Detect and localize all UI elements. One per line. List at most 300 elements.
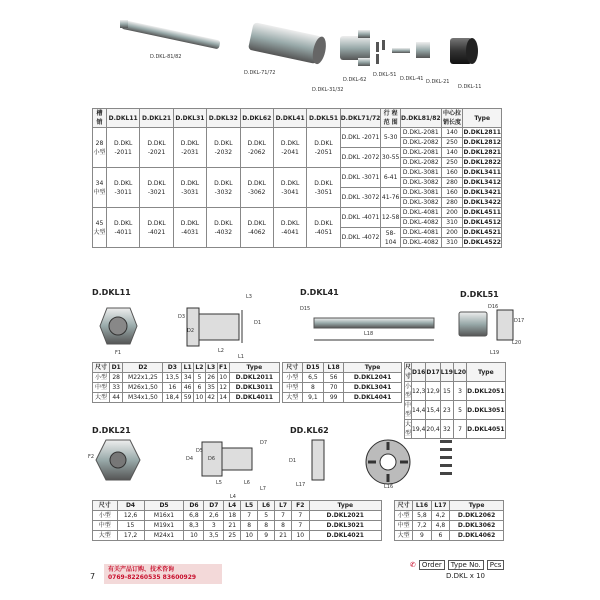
table-cell: 中型 [93,383,110,393]
table-cell: 280 [441,178,463,188]
table-cell: 200 [441,228,463,238]
table-row [93,128,502,138]
table-header-row [93,501,382,511]
table-cell: D.DKL -2071 [340,128,381,148]
table-cell: 5,8 [413,511,431,521]
table-header-row [405,363,506,382]
table-cell: 280 [441,198,463,208]
table-cell: 4,2 [431,511,449,521]
table-cell: D.DKL3411 [463,169,501,176]
table-cell: D.DKL-3081 [400,168,441,178]
dkl11-section [187,308,242,346]
table-cell: 7 [453,420,466,439]
table-cell: 7 [292,521,309,531]
label-dkl-81-82: D.DKL-81/82 [150,54,182,60]
label-dkl-71-72: D.DKL-71/72 [244,70,276,76]
table-cell: 中型 [405,402,412,418]
table-header-cell: L3 [207,364,216,371]
table-cell: 14 [217,393,229,403]
table-row [283,373,402,383]
table-cell: 5-30 [381,128,401,148]
bushing-part [450,38,478,64]
table-cell: 15 [440,382,453,401]
table-cell: D.DKL-2081 [400,128,441,138]
table-header-cell: 尺寸 [283,363,303,373]
table-cell: 大型 [283,393,303,403]
table-cell: 5 [194,373,206,383]
table-cell: D.DKL -2051 [307,128,340,168]
dkl11-photo [100,308,137,344]
dim-l20: L20 [512,340,522,346]
table-header-cell: L18 [324,363,344,373]
table-cell: 25 [224,531,241,541]
table-cell: 8 [241,521,258,531]
table-cell: 44 [110,393,123,403]
table-header-cell: L20 [453,363,466,382]
table-cell: D.DKL3011 [229,383,279,393]
dim-l5: L5 [216,480,222,486]
table-cell: 21 [275,531,292,541]
table-cell: 18,4 [163,393,182,403]
table-cell: 3 [453,382,466,401]
table-cell: 7 [275,511,292,521]
dim-d15: D15 [300,306,311,312]
table-cell: 45 大型 [93,208,107,248]
table-cell: D.DKL -3032 [207,168,240,208]
table-cell: 16 [163,383,182,393]
table-row [395,531,504,541]
dkl41-table [282,362,402,403]
table-cell: D.DKL -4011 [106,208,139,248]
table-cell: 15,4 [426,401,440,420]
table-header-cell: D2 [123,363,163,373]
dim-d7: D7 [260,440,268,446]
table-header-cell: F1 [218,364,228,371]
table-header-cell: D17 [426,363,440,382]
main-header-cell: 行 程 范 围 [381,109,401,128]
table-cell: D.DKL -2021 [140,128,173,168]
main-table-header [93,109,502,128]
table-cell: D.DKL -2031 [173,128,206,168]
type-no-box: Type No. [448,560,484,570]
table-row [93,511,382,521]
table-cell: 小型 [405,383,412,399]
table-header-cell: 尺寸 [93,363,110,373]
dim-d6: D6 [208,456,216,462]
dim-l19: L19 [490,350,500,356]
main-header-cell: D.DKL32 [207,109,240,128]
table-header-cell: L5 [241,501,258,511]
table-cell: 小型 [283,373,303,383]
dim-l1: L1 [238,354,244,360]
table-header-row [395,501,504,511]
table-cell: 8 [275,521,292,531]
section-title-dkl51: D.DKL51 [460,290,499,299]
table-cell: 大型 [405,421,412,437]
table-cell: D.DKL2041 [344,373,402,383]
table-cell: D.DKL -2032 [207,128,240,168]
table-header-cell: D4 [117,501,144,511]
table-cell: D.DKL-4081 [400,208,441,218]
table-header-cell: D1 [110,363,123,373]
table-cell: 34 [182,373,194,383]
label-dkl-21: D.DKL-21 [426,79,450,85]
table-cell: 10 [184,531,204,541]
nut-part [416,42,430,58]
table-cell: 34 中型 [93,168,107,208]
table-cell: 6-41 [381,168,401,188]
main-header-cell: D.DKL21 [140,109,173,128]
table-cell: 42 [205,393,217,403]
table-cell: D.DKL -3062 [240,168,273,208]
exploded-assembly-drawing [100,8,520,96]
clip-pins [440,440,452,475]
table-header-cell: Type [450,501,504,511]
table-cell: 6 [194,383,206,393]
table-cell: D.DKL3412 [463,179,501,186]
table-cell: M19x1 [144,521,184,531]
table-cell: 56 [324,373,344,383]
table-cell: 14,4 [412,401,426,420]
table-header-cell: L2 [195,364,204,371]
dim-l16: L16 [384,484,394,490]
table-cell: D.DKL3062 [450,521,504,531]
table-cell: D.DKL -4071 [340,208,381,228]
table-cell: D.DKL -3041 [273,168,306,208]
table-cell: M24x1 [144,531,184,541]
table-row [283,383,402,393]
table-cell: D.DKL -4032 [207,208,240,248]
table-row [395,521,504,531]
section-title-dkl62: DD.KL62 [290,426,329,435]
collet-part [340,30,370,66]
table-cell: D.DKL3041 [344,383,402,393]
table-cell: 7,2 [413,521,431,531]
table-cell: 6 [431,531,449,541]
order-example-text: D.DKL x 10 [446,572,485,580]
table-row [405,382,506,401]
table-cell: D.DKL -4031 [173,208,206,248]
table-cell: D.DKL2822 [463,159,501,166]
main-header-cell: Type [463,109,502,128]
section-title-dkl41: D.DKL41 [300,288,339,297]
table-header-cell: L19 [440,363,453,382]
dim-d2: D2 [187,328,195,334]
table-cell: 41-76 [381,188,401,208]
dkl51-table [404,362,506,439]
table-cell: D.DKL -4041 [273,208,306,248]
dkl62-drawing [290,436,460,496]
main-header-cell: D.DKL41 [273,109,306,128]
table-header-cell: L6 [258,501,275,511]
table-cell: D.DKL2812 [463,139,501,146]
table-cell: 10 [292,531,309,541]
dim-d1-62: D1 [289,458,297,464]
table-header-cell: Type [344,363,402,373]
table-cell: 中型 [395,521,413,531]
table-cell: 5 [258,511,275,521]
dim-l4: L4 [230,494,236,500]
table-cell: D.DKL4051 [467,420,505,439]
table-header-cell: Type [309,501,381,511]
dim-d17: D17 [514,318,525,324]
table-cell: D.DKL-3082 [400,178,441,188]
table-cell: 28 小型 [93,128,107,168]
table-cell: D.DKL-3082 [400,198,441,208]
phone-icon: ✆ [410,561,416,569]
table-cell: 小型 [93,373,110,383]
table-cell: 99 [324,393,344,403]
table-row [93,383,280,393]
table-header-cell: L16 [413,501,431,511]
dim-l2: L2 [218,348,224,354]
dim-d5: D5 [196,448,204,454]
table-cell: 12,3 [412,382,426,401]
table-header-row [93,363,280,373]
dim-d3: D3 [178,314,186,320]
table-row [93,373,280,383]
table-cell: 250 [441,158,463,168]
table-header-cell: D3 [163,363,182,373]
main-header-cell: D.DKL31 [173,109,206,128]
table-cell: 9 [258,531,275,541]
table-cell: D.DKL3422 [463,199,501,206]
table-cell: 4,8 [431,521,449,531]
table-cell: D.DKL4511 [463,209,501,216]
table-cell: D.DKL -2041 [273,128,306,168]
table-cell: 小型 [395,511,413,521]
table-cell: D.DKL -3031 [173,168,206,208]
table-cell: D.DKL-4082 [400,238,441,248]
table-header-cell: 尺寸 [395,501,413,511]
dkl62-table [394,500,504,541]
table-cell: 20,4 [426,420,440,439]
table-cell: 10 [241,531,258,541]
label-dkl-41: D.DKL-41 [400,76,424,82]
label-dkl-62: D.DKL-62 [343,77,367,83]
table-cell: D.DKL3051 [467,401,505,420]
dim-l18: L18 [364,331,374,337]
table-cell: 310 [441,238,463,248]
table-cell: 12-58 [381,208,401,228]
center-rod-part [121,20,221,50]
table-cell: 70 [324,383,344,393]
table-cell: D.DKL4512 [463,219,501,226]
table-cell: D.DKL4062 [450,531,504,541]
table-cell: 35 [205,383,217,393]
table-cell: D.DKL3421 [463,189,501,196]
table-cell: D.DKL -2062 [240,128,273,168]
table-cell: 28 [110,373,123,383]
table-cell: D.DKL-2082 [400,158,441,168]
contact-box [104,564,222,584]
table-cell: 140 [441,128,463,138]
table-cell: 200 [441,208,463,218]
table-cell: 中型 [93,521,118,531]
label-dkl-11: D.DKL-11 [458,84,482,90]
table-cell: D.DKL2811 [463,129,501,136]
dim-f1: F1 [115,350,122,356]
table-header-cell: L17 [431,501,449,511]
table-cell: 8 [302,383,324,393]
dim-d16: D16 [488,304,499,310]
table-cell: D.DKL4041 [344,393,402,403]
dim-d1: D1 [254,320,262,326]
label-dkl-31-32: D.DKL-31/32 [312,87,344,93]
table-cell: M26x1,50 [123,383,163,393]
pcs-box: Pcs [487,560,505,570]
small-stud-part [120,20,128,28]
dkl21-table [92,500,382,541]
section-title-dkl21: D.DKL21 [92,426,131,435]
table-cell: D.DKL -3071 [340,168,381,188]
table-cell: D.DKL -3011 [106,168,139,208]
table-cell: 3,5 [204,531,224,541]
dkl11-table [92,362,280,403]
table-row [93,208,502,218]
table-row [405,401,506,420]
main-header-cell: D.DKL51 [307,109,340,128]
table-cell: 12,6 [117,511,144,521]
label-dkl-51: D.DKL-51 [373,72,397,78]
main-spec-table [92,108,502,248]
table-cell: 6,8 [184,511,204,521]
main-header-cell: 中心拉销长度 [443,110,462,126]
table-cell: D.DKL2021 [309,511,381,521]
main-header-cell: D.DKL62 [240,109,273,128]
table-cell: D.DKL -3021 [140,168,173,208]
order-example [410,560,504,570]
table-cell: 310 [441,218,463,228]
table-header-cell: D15 [302,363,324,373]
main-header-cell: 槽 销 [93,109,107,128]
table-cell: 23 [440,401,453,420]
main-header-cell: D.DKL11 [106,109,139,128]
table-header-cell: L1 [183,364,192,371]
dim-l6: L6 [244,480,250,486]
clip-parts [376,40,385,64]
table-cell: 33 [110,383,123,393]
table-cell: D.DKL-2081 [400,148,441,158]
table-cell: 160 [441,168,463,178]
table-cell: D.DKL -2011 [106,128,139,168]
table-cell: 19,4 [412,420,426,439]
dim-d4: D4 [186,456,194,462]
table-cell: 15 [117,521,144,531]
table-header-cell: D6 [184,501,204,511]
table-cell: M16x1 [144,511,184,521]
table-header-cell: L4 [224,501,241,511]
table-cell: 大型 [395,531,413,541]
table-cell: 46 [182,383,194,393]
table-cell: 12,9 [426,382,440,401]
table-cell: 18 [224,511,241,521]
table-cell: 58-104 [381,228,401,248]
table-row [93,531,382,541]
main-header-cell: D.DKL71/72 [340,109,381,128]
housing-part [248,22,328,65]
table-cell: D.DKL -2072 [340,148,381,168]
table-header-cell: Type [467,363,505,382]
table-cell: D.DKL2062 [450,511,504,521]
table-cell: D.DKL4011 [229,393,279,403]
table-cell: 32 [440,420,453,439]
table-cell: D.DKL -4072 [340,228,381,248]
table-cell: 7 [292,511,309,521]
table-cell: 10 [194,393,206,403]
table-cell: D.DKL3021 [309,521,381,531]
table-cell: D.DKL -3051 [307,168,340,208]
table-cell: D.DKL -3072 [340,188,381,208]
table-cell: 160 [441,188,463,198]
order-box: Order [419,560,445,570]
table-cell: 3 [204,521,224,531]
table-cell: 7 [241,511,258,521]
table-cell: 中型 [283,383,303,393]
table-cell: 8 [258,521,275,531]
table-cell: D.DKL-4081 [400,228,441,238]
table-cell: 9,1 [302,393,324,403]
table-row [93,393,280,403]
table-cell: D.DKL4522 [463,239,501,246]
table-cell: 9 [413,531,431,541]
table-cell: 250 [441,138,463,148]
table-cell: 26 [205,373,217,383]
table-header-cell: 尺寸 [405,364,412,380]
table-row [395,511,504,521]
table-cell: 21 [224,521,241,531]
table-cell: 8,3 [184,521,204,531]
table-cell: 30-55 [381,148,401,168]
table-cell: M34x1,50 [123,393,163,403]
table-cell: D.DKL2051 [467,382,505,401]
table-cell: 2,6 [204,511,224,521]
dim-f2: F2 [88,454,95,460]
table-cell: D.DKL-4082 [400,218,441,228]
table-cell: D.DKL-2082 [400,138,441,148]
table-header-cell: D7 [204,501,224,511]
table-cell: D.DKL-3081 [400,188,441,198]
table-cell: D.DKL -4051 [307,208,340,248]
pin-part [392,48,410,53]
table-cell: D.DKL2011 [229,373,279,383]
table-cell: D.DKL4021 [309,531,381,541]
table-header-cell: D5 [144,501,184,511]
table-header-cell: F2 [292,501,309,511]
table-cell: D.DKL -4021 [140,208,173,248]
dim-l17: L17 [296,482,306,488]
table-cell: D.DKL2821 [463,149,501,156]
table-row [283,393,402,403]
table-header-cell: L7 [275,501,292,511]
dkl41-drawing [300,300,450,345]
table-cell: 59 [182,393,194,403]
table-cell: M22x1,25 [123,373,163,383]
dim-l3: L3 [246,294,252,300]
table-cell: 小型 [93,511,118,521]
table-header-cell: D16 [412,363,426,382]
table-header-cell: Type [229,363,279,373]
table-cell: 12 [217,383,229,393]
contact-line-2: 0769-82260535 83600929 [108,574,197,581]
table-cell: 13,5 [163,373,182,383]
main-header-cell: D.DKL81/82 [400,109,441,128]
table-cell: 6,5 [302,373,324,383]
contact-line-1: 有关产品订购、技术咨询 [108,566,175,573]
table-cell: 140 [441,148,463,158]
page-number: 7 [90,572,96,581]
table-cell: 大型 [93,393,110,403]
